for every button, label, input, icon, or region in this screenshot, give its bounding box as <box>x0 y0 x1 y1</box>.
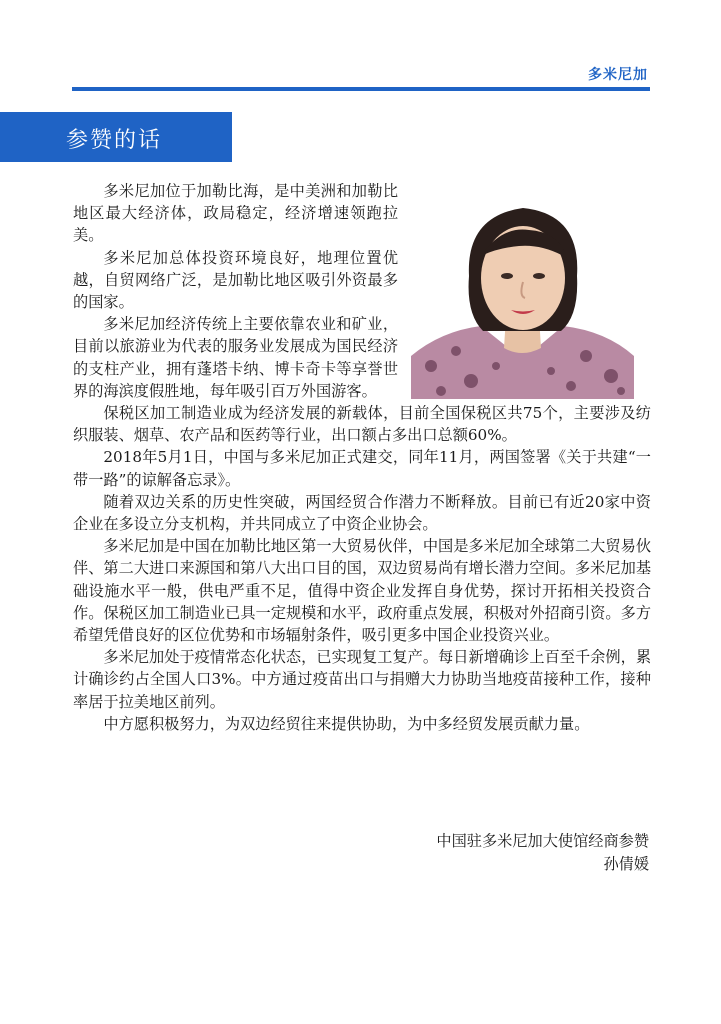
signature-name: 孙倩媛 <box>603 855 649 873</box>
header-country-label: 多米尼加 <box>588 67 648 83</box>
article-body <box>73 180 651 735</box>
paragraph-6: 随着双边关系的历史性突破，两国经贸合作潜力不断释放。目前已有近20家中资企业在多设立分支机构，并共同成立了中资企业协会。 <box>73 492 651 534</box>
paragraph-3: 多米尼加经济传统上主要依靠农业和矿业，目前以旅游业为代表的服务业发展成为国民经济的支柱产业，拥有蓬塔卡纳、博卡奇卡等享誉世界的海滨度假胜地，每年吸引百万外国游客。 <box>73 315 398 400</box>
paragraph-8: 多米尼加处于疫情常态化状态，已实现复工复产。每日新增确诊上百至千余例，累计确诊约占全国人口3%。中方通过疫苗出口与捐赠大力协助当地疫苗接种工作，接种率居于拉美地区前列。 <box>73 648 651 711</box>
header-rule <box>72 87 650 91</box>
paragraph-1: 多米尼加位于加勒比海，是中美洲和加勒比地区最大经济体，政局稳定，经济增速领跑拉美。 <box>73 182 398 245</box>
signature-organization: 中国驻多米尼加大使馆经商参赞 <box>436 832 649 850</box>
paragraph-4: 保税区加工制造业成为经济发展的新载体，目前全国保税区共75个，主要涉及纺织服装、烟草、农产品和医药等行业，出口额占多出口总额60%。 <box>73 404 651 445</box>
paragraph-7: 多米尼加是中国在加勒比地区第一大贸易伙伴，中国是多米尼加全球第二大贸易伙伴、第二大进口来源国和第八大出口目的国，双边贸易尚有增长潜力空间。多米尼加基础设施水平一般，供电严重不足，值得中资企业发挥自身优势，探讨开拓相关投资合作。保税区加工制造业已具一定规模和水平，政府重点发展，积极对外招商引资。多方希望凭借良好的区位优势和市场辐射条件，吸引更多中国企业投资兴业。 <box>73 537 651 645</box>
paragraph-5: 2018年5月1日，中国与多米尼加正式建交，同年11月，两国签署《关于共建“一带一路”的谅解备忘录》。 <box>73 448 651 489</box>
signature-block <box>436 830 649 876</box>
section-title: 参赞的话 <box>66 128 163 153</box>
paragraph-2: 多米尼加总体投资环境良好，地理位置优越，自贸网络广泛，是加勒比地区吸引外资最多的国家。 <box>73 248 398 312</box>
paragraph-9: 中方愿积极努力，为双边经贸往来提供协助，为中多经贸发展贡献力量。 <box>103 714 590 733</box>
